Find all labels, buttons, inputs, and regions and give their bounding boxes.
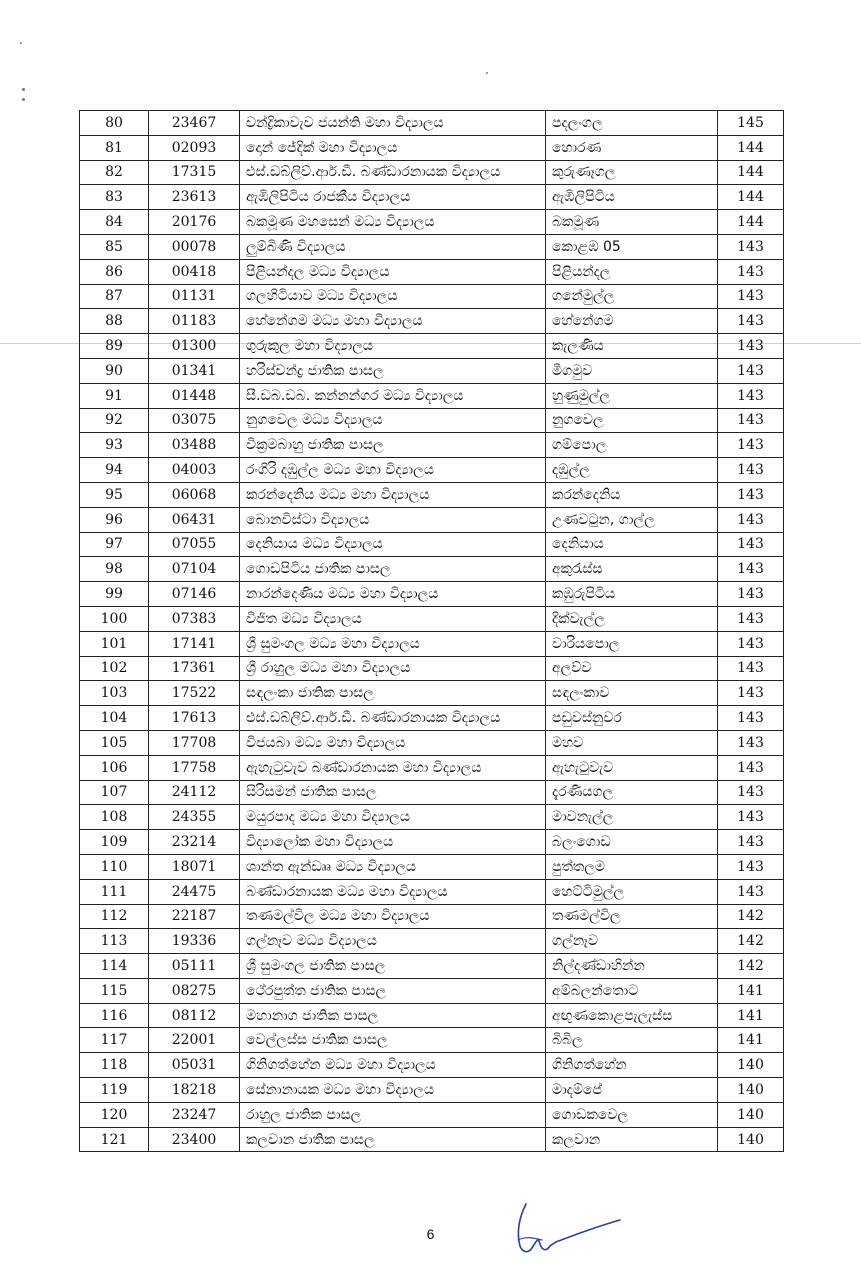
school-name-cell: රංගිරි දඹුල්ල මධ්‍ය මහා විද්‍යාලය bbox=[240, 458, 546, 483]
rank-cell: 103 bbox=[80, 681, 149, 706]
school-name-cell: ගිනිගත්හේන මධ්‍ය මහා විද්‍යාලය bbox=[240, 1053, 546, 1078]
rank-cell: 80 bbox=[80, 111, 149, 136]
table-row bbox=[80, 582, 784, 607]
school-name-cell: ගල්නෑව මධ්‍ය විද්‍යාලය bbox=[240, 929, 546, 954]
table-row bbox=[80, 755, 784, 780]
location-cell: හෙට්ටිමුල්ල bbox=[546, 879, 718, 904]
marks-cell: 144 bbox=[718, 160, 784, 185]
school-name-cell: චන්ද්‍රිකාවැව ජයන්ති මහා විද්‍යාලය bbox=[240, 111, 546, 136]
marks-cell: 140 bbox=[718, 1127, 784, 1152]
marks-cell: 141 bbox=[718, 1028, 784, 1053]
table-row bbox=[80, 284, 784, 309]
marks-cell: 143 bbox=[718, 284, 784, 309]
table-row bbox=[80, 234, 784, 259]
school-name-cell: හරිස්චන්ද්‍ර ජාතික පාසල bbox=[240, 358, 546, 383]
marks-cell: 143 bbox=[718, 805, 784, 830]
location-cell: අඟුණකොළපැලැස්ස bbox=[546, 1003, 718, 1028]
school-name-cell: සඳලංකා ජාතික පාසල bbox=[240, 681, 546, 706]
rank-cell: 84 bbox=[80, 210, 149, 235]
school-name-cell: විද්‍යාලෝක මහා විද්‍යාලය bbox=[240, 830, 546, 855]
table-row bbox=[80, 805, 784, 830]
school-name-cell: රාහුල ජාතික පාසල bbox=[240, 1102, 546, 1127]
page-number: 6 bbox=[426, 1226, 435, 1242]
location-cell: තණමල්විල bbox=[546, 904, 718, 929]
rank-cell: 112 bbox=[80, 904, 149, 929]
rank-cell: 118 bbox=[80, 1053, 149, 1078]
location-cell: දික්වැල්ල bbox=[546, 606, 718, 631]
rank-cell: 106 bbox=[80, 755, 149, 780]
table-row bbox=[80, 606, 784, 631]
location-cell: ගොඩකවෙල bbox=[546, 1102, 718, 1127]
scan-speck bbox=[20, 42, 22, 44]
school-code-cell: 18071 bbox=[149, 854, 240, 879]
school-code-cell: 23214 bbox=[149, 830, 240, 855]
table-row bbox=[80, 879, 784, 904]
table-row bbox=[80, 408, 784, 433]
rank-cell: 95 bbox=[80, 482, 149, 507]
location-cell: කුරුණෑගල bbox=[546, 160, 718, 185]
table-row bbox=[80, 929, 784, 954]
school-code-cell: 05031 bbox=[149, 1053, 240, 1078]
rank-cell: 105 bbox=[80, 730, 149, 755]
school-code-cell: 05111 bbox=[149, 954, 240, 979]
location-cell: දෙනියාය bbox=[546, 532, 718, 557]
marks-cell: 140 bbox=[718, 1053, 784, 1078]
school-name-cell: විජයබා මධ්‍ය මහා විද්‍යාලය bbox=[240, 730, 546, 755]
school-code-cell: 01448 bbox=[149, 383, 240, 408]
school-code-cell: 07055 bbox=[149, 532, 240, 557]
location-cell: අකුරැස්ස bbox=[546, 557, 718, 582]
rank-cell: 117 bbox=[80, 1028, 149, 1053]
school-name-cell: වික්‍රමබාහු ජාතික පාසල bbox=[240, 433, 546, 458]
school-code-cell: 23247 bbox=[149, 1102, 240, 1127]
location-cell: නුගවෙල bbox=[546, 408, 718, 433]
marks-cell: 143 bbox=[718, 854, 784, 879]
marks-cell: 140 bbox=[718, 1078, 784, 1103]
results-table bbox=[79, 110, 784, 1152]
marks-cell: 143 bbox=[718, 507, 784, 532]
school-name-cell: පිළියන්දල මධ්‍ය විද්‍යාලය bbox=[240, 259, 546, 284]
table-row bbox=[80, 1003, 784, 1028]
location-cell: මාවනැල්ල bbox=[546, 805, 718, 830]
school-name-cell: මයුරපාද මධ්‍ය මහා විද්‍යාලය bbox=[240, 805, 546, 830]
rank-cell: 115 bbox=[80, 978, 149, 1003]
table-row bbox=[80, 334, 784, 359]
table-row bbox=[80, 730, 784, 755]
school-code-cell: 24112 bbox=[149, 780, 240, 805]
marks-cell: 143 bbox=[718, 334, 784, 359]
school-name-cell: දෙනියාය මධ්‍ය විද්‍යාලය bbox=[240, 532, 546, 557]
school-name-cell: එස්.ඩබ්ලිව්.ආර්.ඩී. බණ්ඩාරනායක විද්‍යාලය bbox=[240, 160, 546, 185]
marks-cell: 143 bbox=[718, 780, 784, 805]
location-cell: කලවාන bbox=[546, 1127, 718, 1152]
location-cell: පදලංගල bbox=[546, 111, 718, 136]
school-name-cell: ශාන්ත ඇන්ඩෲ මධ්‍ය විද්‍යාලය bbox=[240, 854, 546, 879]
school-code-cell: 17708 bbox=[149, 730, 240, 755]
table-row bbox=[80, 309, 784, 334]
rank-cell: 81 bbox=[80, 135, 149, 160]
marks-cell: 143 bbox=[718, 383, 784, 408]
school-code-cell: 01300 bbox=[149, 334, 240, 359]
rank-cell: 108 bbox=[80, 805, 149, 830]
marks-cell: 145 bbox=[718, 111, 784, 136]
rank-cell: 88 bbox=[80, 309, 149, 334]
marks-cell: 141 bbox=[718, 1003, 784, 1028]
table-row bbox=[80, 135, 784, 160]
school-name-cell: විජිත මධ්‍ය විද්‍යාලය bbox=[240, 606, 546, 631]
location-cell: මහව bbox=[546, 730, 718, 755]
location-cell: වාරියපොල bbox=[546, 631, 718, 656]
marks-cell: 143 bbox=[718, 631, 784, 656]
table-row bbox=[80, 904, 784, 929]
school-name-cell: බණ්ඩාරනායක මධ්‍ය මහා විද්‍යාලය bbox=[240, 879, 546, 904]
marks-cell: 143 bbox=[718, 681, 784, 706]
marks-cell: 143 bbox=[718, 706, 784, 731]
rank-cell: 89 bbox=[80, 334, 149, 359]
rank-cell: 82 bbox=[80, 160, 149, 185]
marks-cell: 143 bbox=[718, 532, 784, 557]
school-name-cell: සිරිසමන් ජාතික පාසල bbox=[240, 780, 546, 805]
school-name-cell: නුගවෙල මධ්‍ය විද්‍යාලය bbox=[240, 408, 546, 433]
marks-cell: 142 bbox=[718, 954, 784, 979]
table-row bbox=[80, 954, 784, 979]
school-code-cell: 17361 bbox=[149, 656, 240, 681]
location-cell: ඇඹිලිපිටිය bbox=[546, 185, 718, 210]
school-code-cell: 08112 bbox=[149, 1003, 240, 1028]
location-cell: දැරණියගල bbox=[546, 780, 718, 805]
table-row bbox=[80, 532, 784, 557]
table-row bbox=[80, 383, 784, 408]
location-cell: අම්බලන්තොට bbox=[546, 978, 718, 1003]
school-code-cell: 23467 bbox=[149, 111, 240, 136]
school-code-cell: 20176 bbox=[149, 210, 240, 235]
location-cell: ගිනිගත්හේන bbox=[546, 1053, 718, 1078]
rank-cell: 113 bbox=[80, 929, 149, 954]
table-row bbox=[80, 259, 784, 284]
rank-cell: 91 bbox=[80, 383, 149, 408]
school-name-cell: ගලහිටියාව මධ්‍ය විද්‍යාලය bbox=[240, 284, 546, 309]
rank-cell: 102 bbox=[80, 656, 149, 681]
table-row bbox=[80, 458, 784, 483]
location-cell: ගම්පොල bbox=[546, 433, 718, 458]
table-row bbox=[80, 656, 784, 681]
marks-cell: 143 bbox=[718, 830, 784, 855]
rank-cell: 119 bbox=[80, 1078, 149, 1103]
marks-cell: 143 bbox=[718, 606, 784, 631]
location-cell: හොරණ bbox=[546, 135, 718, 160]
marks-cell: 143 bbox=[718, 259, 784, 284]
school-name-cell: ගොඩපිටිය ජාතික පාසල bbox=[240, 557, 546, 582]
location-cell: ඇහැටුවැව bbox=[546, 755, 718, 780]
school-code-cell: 03488 bbox=[149, 433, 240, 458]
table-row bbox=[80, 358, 784, 383]
school-code-cell: 23400 bbox=[149, 1127, 240, 1152]
location-cell: අලව්ව bbox=[546, 656, 718, 681]
school-code-cell: 01341 bbox=[149, 358, 240, 383]
school-name-cell: ශ්‍රී සුමංගල ජාතික පාසල bbox=[240, 954, 546, 979]
table-row bbox=[80, 1053, 784, 1078]
marks-cell: 143 bbox=[718, 358, 784, 383]
rank-cell: 110 bbox=[80, 854, 149, 879]
school-code-cell: 02093 bbox=[149, 135, 240, 160]
school-code-cell: 17613 bbox=[149, 706, 240, 731]
school-name-cell: ඇඹිලිපිටිය රාජකීය විද්‍යාලය bbox=[240, 185, 546, 210]
school-code-cell: 01183 bbox=[149, 309, 240, 334]
marks-cell: 144 bbox=[718, 210, 784, 235]
school-code-cell: 07146 bbox=[149, 582, 240, 607]
school-code-cell: 18218 bbox=[149, 1078, 240, 1103]
location-cell: හුණුමුල්ල bbox=[546, 383, 718, 408]
marks-cell: 143 bbox=[718, 879, 784, 904]
school-code-cell: 17141 bbox=[149, 631, 240, 656]
location-cell: පිළියන්දල bbox=[546, 259, 718, 284]
scan-speck bbox=[22, 98, 25, 101]
school-name-cell: ථේරපුත්ත ජාතික පාසල bbox=[240, 978, 546, 1003]
rank-cell: 114 bbox=[80, 954, 149, 979]
location-cell: දඹුල්ල bbox=[546, 458, 718, 483]
school-code-cell: 06431 bbox=[149, 507, 240, 532]
school-name-cell: කලවාන ජාතික පාසල bbox=[240, 1127, 546, 1152]
school-code-cell: 08275 bbox=[149, 978, 240, 1003]
marks-cell: 143 bbox=[718, 234, 784, 259]
location-cell: ගනේමුල්ල bbox=[546, 284, 718, 309]
rank-cell: 87 bbox=[80, 284, 149, 309]
school-name-cell: ශ්‍රී සුමංගල මධ්‍ය මහා විද්‍යාලය bbox=[240, 631, 546, 656]
school-code-cell: 07104 bbox=[149, 557, 240, 582]
location-cell: හේනේගම bbox=[546, 309, 718, 334]
scan-speck bbox=[22, 88, 25, 91]
school-name-cell: නාරන්දෙණිය මධ්‍ය මහා විද්‍යාලය bbox=[240, 582, 546, 607]
location-cell: කරන්දෙනිය bbox=[546, 482, 718, 507]
school-code-cell: 04003 bbox=[149, 458, 240, 483]
table-row bbox=[80, 706, 784, 731]
school-code-cell: 07383 bbox=[149, 606, 240, 631]
school-name-cell: සේනානායක මධ්‍ය මහා විද්‍යාලය bbox=[240, 1078, 546, 1103]
table-row bbox=[80, 433, 784, 458]
school-code-cell: 19336 bbox=[149, 929, 240, 954]
school-name-cell: බකමූණ මහසෙන් මධ්‍ය විද්‍යාලය bbox=[240, 210, 546, 235]
school-code-cell: 24355 bbox=[149, 805, 240, 830]
rank-cell: 104 bbox=[80, 706, 149, 731]
marks-cell: 143 bbox=[718, 582, 784, 607]
location-cell: උණවටුන, ගාල්ල bbox=[546, 507, 718, 532]
rank-cell: 93 bbox=[80, 433, 149, 458]
location-cell: සඳලංකාව bbox=[546, 681, 718, 706]
school-code-cell: 22001 bbox=[149, 1028, 240, 1053]
marks-cell: 143 bbox=[718, 656, 784, 681]
location-cell: පඩුවස්නුවර bbox=[546, 706, 718, 731]
marks-cell: 143 bbox=[718, 309, 784, 334]
school-name-cell: ගුරුකුල මහා විද්‍යාලය bbox=[240, 334, 546, 359]
rank-cell: 99 bbox=[80, 582, 149, 607]
results-table-body bbox=[80, 111, 784, 1152]
school-name-cell: ලුම්බිණි විද්‍යාලය bbox=[240, 234, 546, 259]
marks-cell: 143 bbox=[718, 755, 784, 780]
marks-cell: 143 bbox=[718, 433, 784, 458]
location-cell: පුත්තලම bbox=[546, 854, 718, 879]
location-cell: කැලණිය bbox=[546, 334, 718, 359]
rank-cell: 109 bbox=[80, 830, 149, 855]
marks-cell: 143 bbox=[718, 458, 784, 483]
table-row bbox=[80, 210, 784, 235]
rank-cell: 94 bbox=[80, 458, 149, 483]
school-name-cell: හේනේගම මධ්‍ය මහා විද්‍යාලය bbox=[240, 309, 546, 334]
rank-cell: 101 bbox=[80, 631, 149, 656]
table-row bbox=[80, 1028, 784, 1053]
table-row bbox=[80, 111, 784, 136]
location-cell: කොළඹ 05 bbox=[546, 234, 718, 259]
table-row bbox=[80, 1127, 784, 1152]
marks-cell: 142 bbox=[718, 904, 784, 929]
school-code-cell: 17315 bbox=[149, 160, 240, 185]
table-row bbox=[80, 830, 784, 855]
table-row bbox=[80, 160, 784, 185]
rank-cell: 107 bbox=[80, 780, 149, 805]
school-code-cell: 03075 bbox=[149, 408, 240, 433]
location-cell: බලංගොඩ bbox=[546, 830, 718, 855]
location-cell: මීගමුව bbox=[546, 358, 718, 383]
school-name-cell: වෙල්ලස්ස ජාතික පාසල bbox=[240, 1028, 546, 1053]
school-name-cell: එස්.ඩබ්ලිව්.ආර්.ඩී. බණ්ඩාරනායක විද්‍යාලය bbox=[240, 706, 546, 731]
location-cell: කඹුරුපිටිය bbox=[546, 582, 718, 607]
scan-speck bbox=[486, 72, 488, 74]
location-cell: මාදම්පේ bbox=[546, 1078, 718, 1103]
table-row bbox=[80, 507, 784, 532]
location-cell: ගල්නෑව bbox=[546, 929, 718, 954]
signature-mark bbox=[512, 1196, 632, 1266]
school-code-cell: 01131 bbox=[149, 284, 240, 309]
marks-cell: 143 bbox=[718, 482, 784, 507]
school-name-cell: කරන්දෙනිය මධ්‍ය මහා විද්‍යාලය bbox=[240, 482, 546, 507]
school-code-cell: 00078 bbox=[149, 234, 240, 259]
school-name-cell: සී.ඩබ.ඩබ. කන්නන්ගර මධ්‍ය විද්‍යාලය bbox=[240, 383, 546, 408]
table-row bbox=[80, 557, 784, 582]
rank-cell: 85 bbox=[80, 234, 149, 259]
school-code-cell: 00418 bbox=[149, 259, 240, 284]
marks-cell: 143 bbox=[718, 730, 784, 755]
rank-cell: 100 bbox=[80, 606, 149, 631]
table-row bbox=[80, 780, 784, 805]
marks-cell: 142 bbox=[718, 929, 784, 954]
table-row bbox=[80, 1078, 784, 1103]
school-name-cell: බොනවිස්ටා විද්‍යාලය bbox=[240, 507, 546, 532]
rank-cell: 116 bbox=[80, 1003, 149, 1028]
table-row bbox=[80, 978, 784, 1003]
rank-cell: 97 bbox=[80, 532, 149, 557]
school-code-cell: 24475 bbox=[149, 879, 240, 904]
school-name-cell: දොන් ජේදික් මහා විද්‍යාලය bbox=[240, 135, 546, 160]
rank-cell: 120 bbox=[80, 1102, 149, 1127]
marks-cell: 144 bbox=[718, 185, 784, 210]
table-row bbox=[80, 854, 784, 879]
school-name-cell: ඇහැටුවැව බණ්ඩාරනායක මහා විද්‍යාලය bbox=[240, 755, 546, 780]
rank-cell: 83 bbox=[80, 185, 149, 210]
location-cell: බකමූණ bbox=[546, 210, 718, 235]
table-row bbox=[80, 631, 784, 656]
school-code-cell: 22187 bbox=[149, 904, 240, 929]
school-code-cell: 06068 bbox=[149, 482, 240, 507]
school-name-cell: ශ්‍රී රාහුල මධ්‍ය මහා විද්‍යාලය bbox=[240, 656, 546, 681]
school-name-cell: තණමල්විල මධ්‍ය මහා විද්‍යාලය bbox=[240, 904, 546, 929]
school-code-cell: 17758 bbox=[149, 755, 240, 780]
rank-cell: 92 bbox=[80, 408, 149, 433]
location-cell: බිබිල bbox=[546, 1028, 718, 1053]
marks-cell: 141 bbox=[718, 978, 784, 1003]
table-row bbox=[80, 185, 784, 210]
rank-cell: 96 bbox=[80, 507, 149, 532]
rank-cell: 111 bbox=[80, 879, 149, 904]
rank-cell: 121 bbox=[80, 1127, 149, 1152]
school-code-cell: 17522 bbox=[149, 681, 240, 706]
table-row bbox=[80, 482, 784, 507]
table-row bbox=[80, 1102, 784, 1127]
table-row bbox=[80, 681, 784, 706]
marks-cell: 143 bbox=[718, 408, 784, 433]
school-name-cell: මහානාග ජාතික පාසල bbox=[240, 1003, 546, 1028]
marks-cell: 140 bbox=[718, 1102, 784, 1127]
marks-cell: 144 bbox=[718, 135, 784, 160]
rank-cell: 90 bbox=[80, 358, 149, 383]
rank-cell: 98 bbox=[80, 557, 149, 582]
school-code-cell: 23613 bbox=[149, 185, 240, 210]
rank-cell: 86 bbox=[80, 259, 149, 284]
marks-cell: 143 bbox=[718, 557, 784, 582]
location-cell: නිල්දණ්ඩාහින්න bbox=[546, 954, 718, 979]
